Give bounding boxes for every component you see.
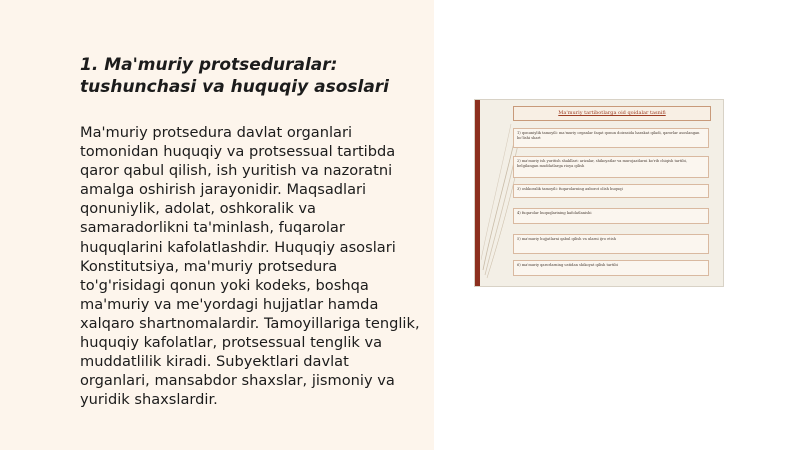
thumbnail-item: 1) qonuniylik tamoyili: ma'muriy organlar faqat qonun doirasida harakat qiladi, qarorlar asoslangan bo'lishi shart [513,128,709,148]
thumbnail-item: 5) ma'muriy hujjatlarni qabul qilish va ularni ijro etish [513,234,709,254]
thumbnail-item: 3) oshkoralik tamoyili: fuqarolarning axborot olish huquqi [513,184,709,198]
thumbnail-title: Ma'muriy tartibotlarga oid qoidalar tasnifi [513,106,711,121]
slide-thumbnail-image [474,99,724,287]
thumbnail-accent-stripe [475,100,480,286]
thumbnail-item: 2) ma'muriy ish yuritish shakllari: arizalar, shikoyatlar va murojaatlarni ko'rib chiqish tartibi, belgilangan muddatlarga rioya qilish [513,156,709,178]
slide-title: 1. Ma'muriy protseduralar: tushunchasi va huquqiy asoslari [80,55,390,97]
thumbnail-item: 6) ma'muriy qarorlarning ustidan shikoyat qilish tartibi [513,260,709,276]
slide-body-text: Ma'muriy protsedura davlat organlari tomonidan huquqiy va protsessual tartibda qaror qabul qilish, ish yuritish va nazoratni amalga oshirish jarayonidir. Maqsadlari qonuniylik, adolat, oshkoralik va samaradorlikni ta'minlash, fuqarolar huquqlarini kafolatlashdir. Huquqiy asoslari Konstitutsiya, ma'muriy protsedura to'g'risidagi qonun yoki kodeks, boshqa ma'muriy va me'yordagi hujjatlar hamda xalqaro shartnomalardir. Tamoyillariga tenglik, huquqiy kafolatlar, protsessual tenglik va muddatlilik kiradi. Subyektlari davlat organlari, mansabdor shaxslar, jismoniy va yuridik shaxslardir. [80,124,420,409]
thumbnail-item: 4) fuqarolar huquqlarining kafolatlanishi [513,208,709,224]
